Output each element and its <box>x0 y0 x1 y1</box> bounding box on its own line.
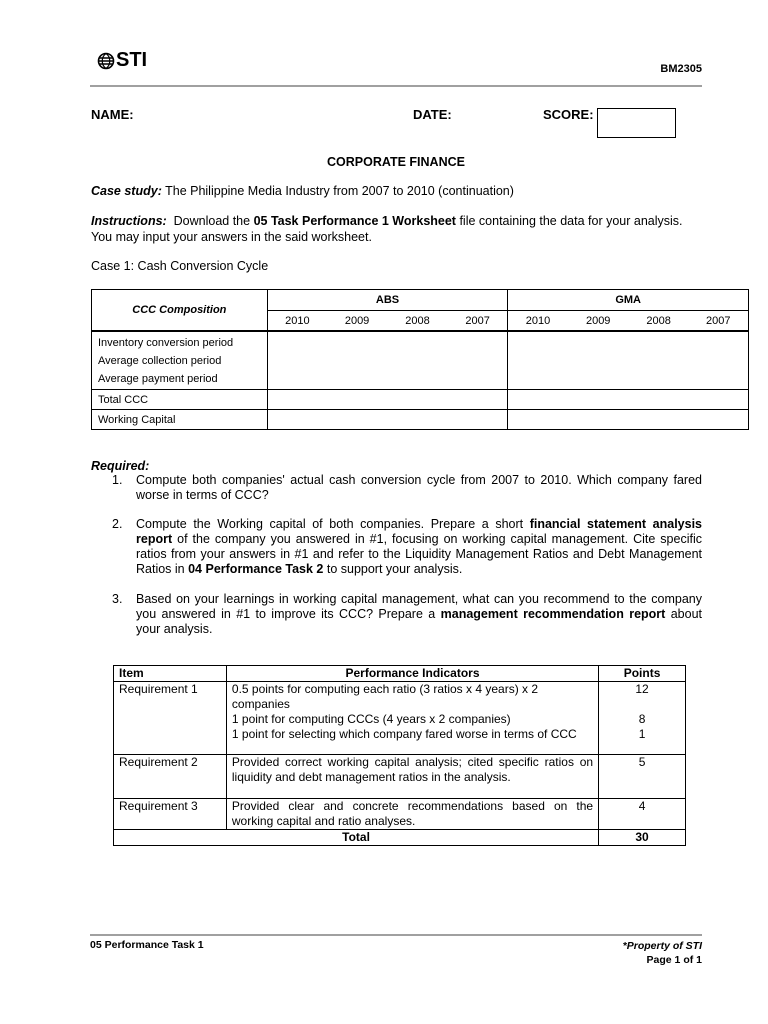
total-row <box>114 830 686 846</box>
score-box[interactable] <box>597 108 676 138</box>
abs-components-input[interactable] <box>267 331 508 390</box>
req-text: Based on your learnings in working capital management, what can you recommend to the company you answered in #1 to improve its CCC? Prepare a management recommendation report about your analysis. <box>136 592 702 636</box>
logo-text: STI <box>116 49 148 71</box>
req-num: 2. <box>112 517 123 531</box>
abs-working-capital-input[interactable] <box>267 410 508 430</box>
ccc-components-cell <box>92 331 268 390</box>
total-label: Total <box>114 830 599 846</box>
req-text: Compute both companies' actual cash conversion cycle from 2007 to 2010. Which company fared worse in terms of CCC? <box>136 473 702 502</box>
total-ccc-label: Total CCC <box>92 390 268 410</box>
year-header: 2008 <box>387 311 448 332</box>
req-text: Compute the Working capital of both companies. Prepare a short financial statement analysis report of the company you answered in #1, focusing on working capital management. Cite specific ratios from your answers in #1 and refer to the Liquidity Management Ratios and Debt Management Ratios in 04 Performance Task 2 to support your analysis. <box>136 517 702 576</box>
footer-property: *Property of STI <box>622 940 702 952</box>
company-header-abs: ABS <box>267 290 508 311</box>
page-title: CORPORATE FINANCE <box>327 155 465 169</box>
row-item: Requirement 1 <box>114 682 227 755</box>
row-item: Requirement 3 <box>114 799 227 830</box>
sti-globe-icon <box>97 52 115 70</box>
year-header: 2008 <box>629 311 689 332</box>
year-header: 2009 <box>568 311 629 332</box>
name-label: NAME: <box>91 107 134 122</box>
instructions-post: file containing the data for your analysis. <box>455 214 683 228</box>
case-study-text: The Philippine Media Industry from 2007 to 2010 (continuation) <box>161 184 514 198</box>
indicator-text: 0.5 points for computing each ratio (3 ratios x 4 years) x 2 companies <box>231 682 539 711</box>
header-divider <box>90 85 702 87</box>
table-row <box>114 682 686 755</box>
gma-working-capital-input[interactable] <box>508 410 749 430</box>
sti-logo <box>97 49 147 72</box>
case-study-label: Case study: <box>91 184 162 198</box>
working-capital-label: Working Capital <box>92 410 268 430</box>
req-bold: financial statement analysis report <box>136 517 702 546</box>
col-header-points: Points <box>599 666 686 682</box>
requirement-item-2 <box>112 517 702 577</box>
total-points: 30 <box>599 830 686 846</box>
gma-components-input[interactable] <box>508 331 749 390</box>
req-bold: 04 Performance Task 2 <box>188 562 324 576</box>
instructions-pre: Download the <box>166 214 254 228</box>
table-row <box>114 755 686 799</box>
points-value: 1 <box>638 727 646 741</box>
row-item: Requirement 2 <box>114 755 227 799</box>
row-indicators: Provided clear and concrete recommendations based on the working capital and ratio analyses. <box>226 799 598 830</box>
doc-code: BM2305 <box>660 63 702 75</box>
req-num: 3. <box>112 592 123 606</box>
instructions-line2: You may input your answers in the said worksheet. <box>91 230 372 244</box>
component-label: Average collection period <box>98 355 222 367</box>
row-indicators <box>226 682 598 755</box>
year-header: 2010 <box>267 311 327 332</box>
worksheet-name: 05 Task Performance 1 Worksheet <box>253 214 456 228</box>
instructions <box>91 213 706 245</box>
row-indicators: Provided correct working capital analysis; cited specific ratios on liquidity and debt management ratios in the analysis. <box>226 755 598 799</box>
requirement-item-3 <box>112 592 702 637</box>
abs-total-ccc-input[interactable] <box>267 390 508 410</box>
required-label: Required: <box>91 459 150 473</box>
footer-divider <box>90 934 702 936</box>
date-label: DATE: <box>413 107 452 122</box>
year-header: 2007 <box>689 311 749 332</box>
indicator-text: 1 point for selecting which company fared worse in terms of CCC <box>231 727 577 741</box>
year-header: 2009 <box>327 311 387 332</box>
footer-doc-title: 05 Performance Task 1 <box>90 939 204 951</box>
table-row <box>114 799 686 830</box>
footer-right <box>623 939 702 967</box>
ccc-table <box>91 289 749 430</box>
req-num: 1. <box>112 473 123 487</box>
col-header-item: Item <box>114 666 227 682</box>
case-study-line <box>91 183 514 199</box>
row-points: 5 <box>599 755 686 799</box>
points-value: 12 <box>635 682 649 696</box>
performance-table <box>113 665 686 846</box>
requirement-item-1 <box>112 473 702 503</box>
year-header: 2010 <box>508 311 568 332</box>
ccc-composition-header: CCC Composition <box>92 290 268 332</box>
component-label: Average payment period <box>98 373 218 385</box>
year-header: 2007 <box>448 311 508 332</box>
instructions-label: Instructions: <box>91 214 167 228</box>
points-value: 8 <box>638 712 646 726</box>
case1-title: Case 1: Cash Conversion Cycle <box>91 259 269 273</box>
component-label: Inventory conversion period <box>98 337 234 349</box>
gma-total-ccc-input[interactable] <box>508 390 749 410</box>
row-points: 4 <box>599 799 686 830</box>
score-label: SCORE: <box>543 107 594 122</box>
performance-header-row <box>114 666 686 682</box>
row-points <box>599 682 686 755</box>
req-bold: management recommendation report <box>440 607 666 621</box>
indicator-text: 1 point for computing CCCs (4 years x 2 companies) <box>231 712 511 726</box>
footer-page: Page 1 of 1 <box>646 954 702 966</box>
company-header-gma: GMA <box>508 290 749 311</box>
col-header-indicators: Performance Indicators <box>226 666 598 682</box>
